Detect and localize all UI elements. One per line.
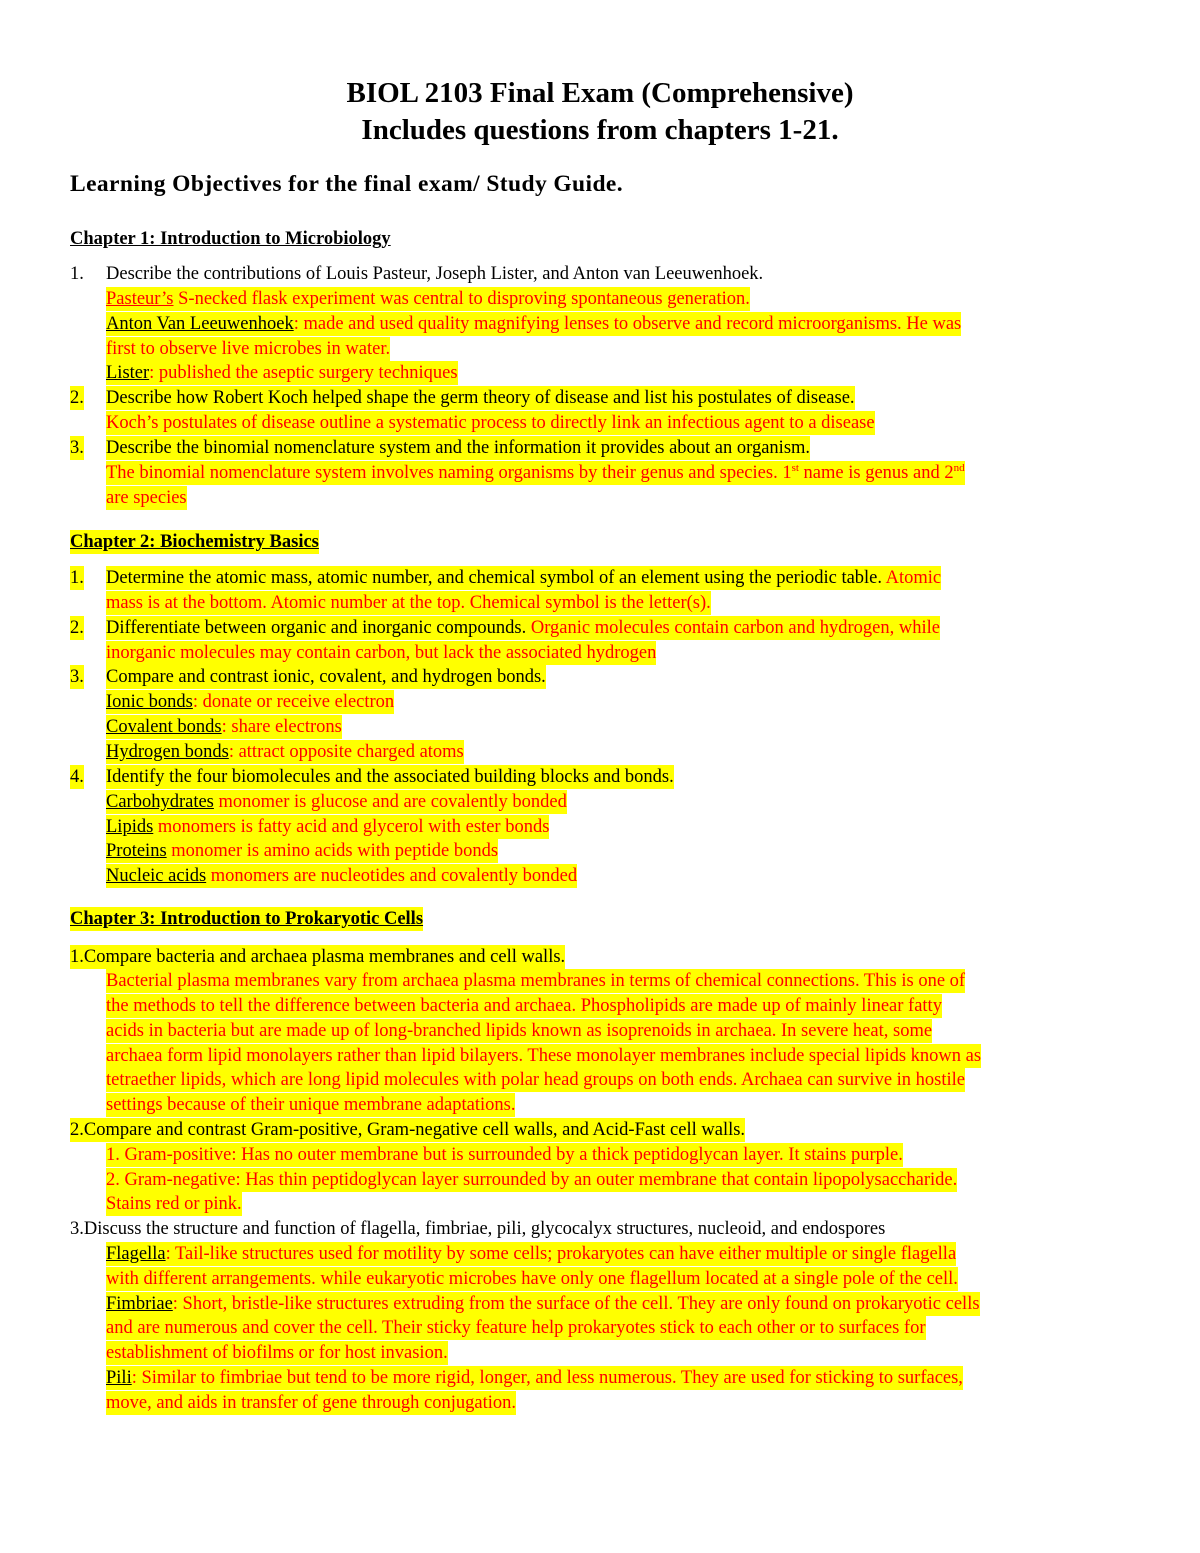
question-text: Determine the atomic mass, atomic number, and chemical symbol of an element using the periodic table. [106, 568, 886, 588]
answer-text: : donate or receive electron [192, 692, 395, 712]
ch2-q2-number: 2. [70, 618, 84, 638]
ch1-q2-number: 2. [70, 388, 84, 408]
ch3-a3-flagella-cont: with different arrangements. while eukaryotic microbes have only one flagellum located at a single pole of the cell. [106, 1269, 958, 1289]
ch3-a1-line: Bacterial plasma membranes vary from archaea plasma membranes in terms of chemical connections. This is one of [106, 971, 966, 991]
ch3-a3-flagella [106, 1242, 956, 1266]
ch1-a3 [106, 461, 965, 485]
term-lipids: Lipids [106, 817, 154, 837]
term-covalent: Covalent bonds [106, 717, 222, 737]
document-title: BIOL 2103 Final Exam (Comprehensive) [346, 77, 854, 109]
ch2-q3-number: 3. [70, 667, 84, 687]
ch2-a4-nucleic-acids [106, 864, 577, 888]
answer-text: monomers is fatty acid and glycerol with ester bonds [153, 817, 550, 837]
answer-text: monomer is glucose and are covalently bonded [213, 792, 567, 812]
answer-text: : published the aseptic surgery techniques [149, 363, 458, 383]
ch1-q3-number: 3. [70, 438, 84, 458]
term-pili: Pili [106, 1368, 132, 1388]
chapter-1-heading: Chapter 1: Introduction to Microbiology [70, 229, 391, 249]
answer-text: : attract opposite charged atoms [228, 742, 464, 762]
ch1-q1-number: 1. [70, 264, 84, 284]
document-subtitle: Learning Objectives for the final exam/ Study Guide. [70, 171, 624, 197]
answer-text: monomer is amino acids with peptide bonds [166, 841, 499, 861]
ch1-a1-leeuwenhoek [106, 312, 961, 336]
ch2-a2-cont: inorganic molecules may contain carbon, but lack the associated hydrogen [106, 643, 657, 663]
ch2-q1-number: 1. [70, 568, 84, 588]
ch3-a1-line: acids in bacteria but are made up of long-branched lipids known as isoprenoids in archaea. In severe heat, some [106, 1021, 933, 1041]
ch2-a3-hydrogen [106, 740, 464, 764]
ch1-q1-text: Describe the contributions of Louis Pasteur, Joseph Lister, and Anton van Leeuwenhoek. [106, 264, 764, 284]
document-title-line-2: Includes questions from chapters 1-21. [361, 114, 839, 146]
term-nucleic-acids: Nucleic acids [106, 866, 207, 886]
ch2-a4-lipids [106, 815, 549, 839]
ch3-a2-gram-positive: 1. Gram-positive: Has no outer membrane but is surrounded by a thick peptidoglycan layer. It stains purple. [106, 1145, 903, 1165]
ch2-q4-text: Identify the four biomolecules and the associated building blocks and bonds. [106, 767, 674, 787]
answer-text: Organic molecules contain carbon and hydrogen, while [530, 618, 940, 638]
answer-text: : Short, bristle-like structures extruding from the surface of the cell. They are only found on prokaryotic cells [172, 1294, 980, 1314]
ch3-a3-pili [106, 1366, 963, 1390]
answer-text: monomers are nucleotides and covalently bonded [206, 866, 578, 886]
term-leeuwenhoek: Anton Van Leeuwenhoek [106, 314, 294, 334]
answer-text: name is genus and 2 [798, 463, 954, 483]
ch3-q1: 1.Compare bacteria and archaea plasma membranes and cell walls. [70, 947, 566, 967]
answer-text: : Tail-like structures used for motility by some cells; prokaryotes can have either multiple or single flagella [165, 1244, 957, 1264]
superscript: nd [953, 461, 965, 474]
chapter-3-heading: Chapter 3: Introduction to Prokaryotic Cells [70, 909, 424, 929]
term-proteins: Proteins [106, 841, 167, 861]
chapter-2-heading: Chapter 2: Biochemistry Basics [70, 532, 319, 552]
answer-text: : Similar to fimbriae but tend to be more rigid, longer, and less numerous. They are used for sticking to surfaces, [131, 1368, 963, 1388]
ch3-a3-fimbriae [106, 1292, 980, 1316]
ch2-q2 [106, 616, 940, 640]
ch3-a3-fimbriae-cont: establishment of biofilms or for host invasion. [106, 1343, 448, 1363]
ch2-a4-carbohydrates [106, 790, 567, 814]
ch1-a1-pasteur [106, 287, 750, 311]
ch1-q2-text: Describe how Robert Koch helped shape the germ theory of disease and list his postulates of disease. [106, 388, 855, 408]
ch2-a1-cont: mass is at the bottom. Atomic number at the top. Chemical symbol is the letter(s). [106, 593, 711, 613]
term-carbohydrates: Carbohydrates [106, 792, 214, 812]
ch3-a1-line: archaea form lipid monolayers rather than lipid bilayers. These monolayer membranes include special lipids known as [106, 1046, 982, 1066]
term-ionic: Ionic bonds [106, 692, 193, 712]
ch1-a3-cont: are species [106, 488, 187, 508]
ch1-a2: Koch’s postulates of disease outline a systematic process to directly link an infectious agent to a disease [106, 413, 875, 433]
term-flagella: Flagella [106, 1244, 166, 1264]
answer-text: : share electrons [221, 717, 342, 737]
ch3-a1-line: the methods to tell the difference between bacteria and archaea. Phospholipids are made up of mainly linear fatty [106, 996, 942, 1016]
ch2-a3-covalent [106, 715, 342, 739]
ch3-a3-fimbriae-cont: and are numerous and cover the cell. Their sticky feature help prokaryotes stick to each other or to surfaces for [106, 1318, 926, 1338]
ch2-a4-proteins [106, 839, 498, 863]
answer-text: The binomial nomenclature system involves naming organisms by their genus and species. 1 [106, 463, 792, 483]
ch3-a1-line: settings because of their unique membrane adaptations. [106, 1095, 516, 1115]
ch2-q4-number: 4. [70, 767, 84, 787]
ch3-q2: 2.Compare and contrast Gram-positive, Gram-negative cell walls, and Acid-Fast cell walls. [70, 1120, 746, 1140]
answer-text: Atomic [885, 568, 942, 588]
term-lister: Lister [106, 363, 150, 383]
ch2-a3-ionic [106, 690, 394, 714]
ch3-q3: 3.Discuss the structure and function of flagella, fimbriae, pili, glycocalyx structures, nucleoid, and endospores [70, 1219, 886, 1239]
ch3-a2-gram-negative: 2. Gram-negative: Has thin peptidoglycan layer surrounded by an outer membrane that contain lipopolysaccharide. [106, 1170, 958, 1190]
ch1-a1-lister [106, 361, 458, 385]
ch2-q1 [106, 566, 941, 590]
ch1-a1-leeuwenhoek-cont: first to observe live microbes in water. [106, 339, 391, 359]
answer-text: S-necked flask experiment was central to disproving spontaneous generation. [173, 289, 750, 309]
ch3-a1-line: tetraether lipids, which are long lipid molecules with polar head groups on both ends. Archaea can survive in hostile [106, 1070, 965, 1090]
term-fimbriae: Fimbriae [106, 1294, 173, 1314]
ch2-q3-text: Compare and contrast ionic, covalent, and hydrogen bonds. [106, 667, 546, 687]
ch1-q3-text: Describe the binomial nomenclature system and the information it provides about an organism. [106, 438, 811, 458]
question-text: Differentiate between organic and inorganic compounds. [106, 618, 531, 638]
superscript: st [791, 461, 799, 474]
answer-text: : made and used quality magnifying lenses to observe and record microorganisms. He was [293, 314, 962, 334]
term-hydrogen: Hydrogen bonds [106, 742, 229, 762]
term-pasteur: Pasteur’s [106, 289, 174, 309]
ch3-a2-gram-negative-cont: Stains red or pink. [106, 1194, 242, 1214]
ch3-a3-pili-cont: move, and aids in transfer of gene through conjugation. [106, 1393, 516, 1413]
